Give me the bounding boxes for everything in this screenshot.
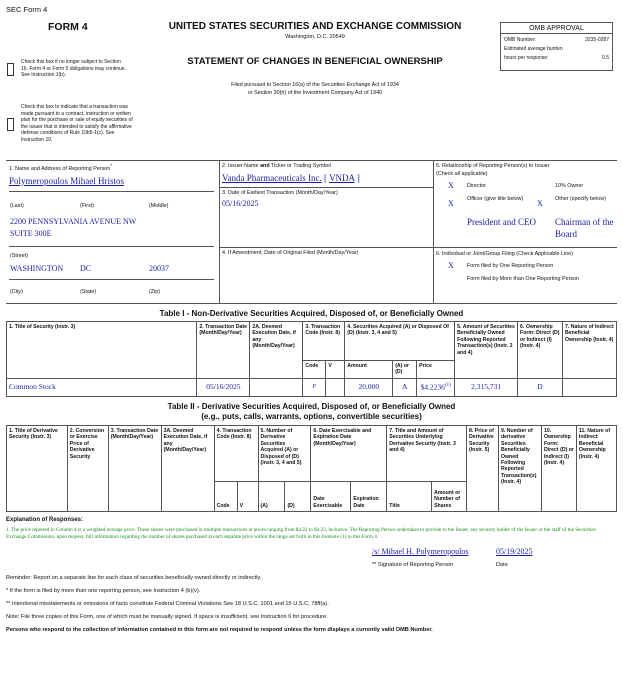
omb-approval-box (500, 22, 613, 71)
t2-h-a-sub: (A) (258, 482, 285, 512)
statement-title: STATEMENT OF CHANGES IN BENEFICIAL OWNERSHIP (187, 56, 443, 67)
rule-10b5-1-checkbox[interactable] (7, 118, 14, 131)
middle-label: (Middle) (149, 203, 169, 209)
t1-h-deemed: 2A. Deemed Execution Date, if any (Month/Day/Year) (250, 322, 303, 379)
other-label: Other (specify below) (555, 196, 606, 202)
t1-ownership-form: D (518, 378, 563, 396)
omb-hours-label: hours per response: (504, 55, 549, 61)
t1-h-date: 2. Transaction Date (Month/Day/Year) (197, 322, 250, 379)
t1-h-acquired: 4. Securities Acquired (A) or Disposed Of (D) (Instr. 3, 4 and 5) (345, 322, 455, 361)
t1-aord: A (393, 378, 417, 396)
zip-label: (Zip) (149, 289, 161, 295)
t1-h-v-sub: V (326, 361, 345, 379)
zip-value: 20037 (149, 264, 169, 273)
t1-deemed-date (250, 378, 303, 396)
t2-h-owned: 9. Number of derivative Securities Beneficially Owned Following Reported Transaction(s) (Instr. 4) (498, 426, 541, 512)
table-row (7, 378, 617, 396)
t2-h-v-sub: V (237, 482, 258, 512)
t1-amount: 20,000 (345, 378, 393, 396)
t1-h-amount-sub: Amount (345, 361, 393, 379)
city-value: WASHINGTON (10, 264, 64, 273)
agency-address: Washington, D.C. 20549 (285, 34, 345, 40)
signature-date: 05/19/2025 (496, 547, 533, 556)
omb-hours: 0.5 (602, 55, 609, 61)
no-longer-subject-checkbox[interactable] (7, 63, 14, 76)
director-label: Director (467, 183, 486, 189)
earliest-transaction-date: 05/16/2025 (222, 199, 259, 208)
t1-h-amount-owned: 5. Amount of Securities Beneficially Owned Following Reported Transaction(s) (Instr. 3 and 4) (455, 322, 518, 379)
t2-h-underlying: 7. Title and Amount of Securities Underlying Derivative Security (Instr. 3 and 4) (387, 426, 467, 482)
street-line-1: 2200 PENNSYLVANIA AVENUE NW (10, 217, 137, 226)
table2-title: Table II - Derivative Securities Acquired, Disposed of, or Beneficially Owned (167, 402, 456, 411)
t2-h-price: 8. Price of Derivative Security (Instr. 5) (467, 426, 499, 512)
footnote-ref[interactable]: (1) (444, 383, 451, 389)
t2-h-nature: 11. Nature of Indirect Beneficial Ownership (Instr. 4) (576, 426, 616, 512)
other-mark[interactable]: X (537, 199, 543, 208)
t1-h-aord-sub: (A) or (D) (393, 361, 417, 379)
filed-pursuant-2: or Section 30(h) of the Investment Company Act of 1940 (247, 90, 383, 96)
t1-nature (562, 378, 616, 396)
form-title: FORM 4 (48, 21, 88, 33)
reminder-1: Reminder: Report on a separate line for each class of securities beneficially owned directly or indirectly. (6, 575, 262, 581)
no-longer-subject-text: Check this box if no longer subject to Section 16. Form 4 or Form 5 obligations may continue. See Instruction 1(b). (21, 59, 127, 78)
box3-label: 3. Date of Earliest Transaction (Month/Day/Year) (222, 190, 338, 196)
reminder-3: ** Intentional misstatements or omissions of facts constitute Federal Criminal Violations See 18 U.S.C. 1001 and 15 U.S.C. 78ff(a). (6, 601, 329, 607)
table1-title: Table I - Non-Derivative Securities Acquired, Disposed of, or Beneficially Owned (159, 309, 464, 318)
box6-label: 6. Individual or Joint/Group Filing (Check Applicable Line) (436, 251, 573, 257)
one-person-label: Form filed by One Reporting Person (467, 263, 554, 269)
other-title: Chairman of the Board (555, 217, 614, 239)
t2-h-conversion: 2. Conversion or Exercise Price of Derivative Security (67, 426, 108, 512)
omb-title: OMB APPROVAL (501, 23, 612, 34)
city-label: (City) (10, 289, 23, 295)
t1-transaction-date: 05/16/2025 (197, 378, 250, 396)
t2-h-number: 5. Number of Derivative Securities Acquired (A) or Disposed of (D) (Instr. 3, 4 and 5) (258, 426, 311, 482)
t1-v (326, 378, 345, 396)
t2-h-code: 4. Transaction Code (Instr. 8) (214, 426, 258, 482)
officer-mark[interactable]: X (448, 199, 454, 208)
t2-h-title: 1. Title of Derivative Security (Instr. 3) (7, 426, 68, 512)
first-label: (First) (80, 203, 95, 209)
rule-10b5-1-text: Check this box to indicate that a transaction was made pursuant to a contract, instruction or written plan for the purchase or sale of equity securities of the issuer that is intended to satisfy the affirmative defense conditions of Rule 10b5-1(c). See Instruction 10. (21, 104, 133, 143)
t1-price: $4.2236 (420, 382, 445, 392)
state-value: DC (80, 264, 92, 273)
table1 (6, 321, 617, 397)
date-label: Date (496, 562, 508, 568)
table2-subtitle: (e.g., puts, calls, warrants, options, convertible securities) (201, 412, 422, 421)
t2-h-ownership-form: 10. Ownership Form: Direct (D) or Indirect (I) (Instr. 4) (541, 426, 576, 512)
t2-h-exp-sub: Expiration Date (351, 482, 387, 512)
t1-price-cell (417, 378, 455, 396)
table2 (6, 425, 617, 512)
t1-code: P (303, 378, 326, 396)
issuer-name[interactable]: Vanda Pharmaceuticals Inc. (222, 173, 322, 183)
last-label: (Last) (10, 203, 24, 209)
t1-amount-owned: 2,315,731 (455, 378, 518, 396)
signature-name: /s/ Mihael H. Polymeropoulos (372, 547, 469, 556)
omb-number-label: OMB Number: (504, 37, 536, 43)
issuer-ticker: Vanda Pharmaceuticals Inc. [ VNDA ] (222, 173, 360, 183)
t2-h-deemed: 3A. Deemed Execution Date, if any (Month/Day/Year) (161, 426, 214, 512)
box4-label: 4. If Amendment, Date of Original Filed (Month/Day/Year) (222, 250, 359, 256)
t2-h-title-sub: Title (387, 482, 432, 512)
ticker-symbol[interactable]: VNDA (329, 173, 355, 183)
one-person-mark[interactable]: X (448, 261, 454, 270)
box5-label: 5. Relationship of Reporting Person(s) to Issuer (436, 163, 550, 169)
street-line-2: SUITE 300E (10, 229, 52, 238)
omb-number: 3235-0287 (585, 37, 609, 43)
final-notice: Persons who respond to the collection of information contained in this form are not required to respond unless the form displays a currently valid OMB Number. (6, 627, 433, 633)
t2-h-d-sub: (D) (285, 482, 311, 512)
t2-h-amt-shares-sub: Amount or Number of Shares (432, 482, 467, 512)
t1-h-code-sub: Code (303, 361, 326, 379)
box1-label: 1. Name and Address of Reporting Person* (9, 163, 113, 172)
officer-title: President and CEO (467, 217, 536, 227)
t1-h-title: 1. Title of Security (Instr. 3) (7, 322, 197, 379)
ten-pct-owner-label: 10% Owner (555, 183, 584, 189)
t2-h-date: 3. Transaction Date (Month/Day/Year) (108, 426, 161, 512)
t2-h-date-ex-sub: Date Exercisable (311, 482, 351, 512)
form-tag: SEC Form 4 (6, 5, 48, 14)
t1-h-ownership-form: 6. Ownership Form: Direct (D) or Indirect (I) (Instr. 4) (518, 322, 563, 379)
t2-h-exercisable: 6. Date Exercisable and Expiration Date (Month/Day/Year) (311, 426, 387, 482)
street-label: (Street) (10, 253, 28, 259)
t2-h-code-sub: Code (214, 482, 237, 512)
agency-name: UNITED STATES SECURITIES AND EXCHANGE COMMISSION (168, 21, 462, 32)
filed-pursuant: Filed pursuant to Section 16(a) of the Securities Exchange Act of 1934 (231, 82, 399, 88)
omb-burden-label: Estimated average burden (504, 46, 563, 52)
signature-label: ** Signature of Reporting Person (372, 562, 454, 568)
reporting-person-name[interactable]: Polymeropoulos Mihael Hristos (9, 176, 124, 186)
officer-label: Officer (give title below) (467, 196, 524, 202)
footnote-1: 1. The price reported in Column 4 is a weighted average price. These shares were purchased in multiple transactions at prices ranging from $4.22 to $4.23, inclusive. The Reporting Person undertakes to provide to the Issuer, any security holder of the Issuer or the staff of the Securities Exchange Commission, upon request, full information regarding the number of shares purchased at each separate price within the range set forth in this footnote (1) to this Form 4. (6, 527, 596, 540)
reminder-4: Note: File three copies of this Form, one of which must be manually signed. If space is insufficient, see Instruction 6 for procedure. (6, 614, 328, 620)
t1-h-price-sub: Price (417, 361, 455, 379)
explanation-label: Explanation of Responses: (6, 517, 84, 523)
t1-h-nature: 7. Nature of Indirect Beneficial Ownership (Instr. 4) (562, 322, 616, 379)
reminder-2: * If the form is filed by more than one reporting person, see Instruction 4 (b)(v). (6, 588, 201, 594)
state-label: (State) (80, 289, 97, 295)
t1-security-title: Common Stock (7, 378, 197, 396)
t1-h-code: 3. Transaction Code (Instr. 8) (303, 322, 345, 361)
director-mark[interactable]: X (448, 181, 454, 190)
box5-sub: (Check all applicable) (436, 171, 488, 177)
more-person-label: Form filed by More than One Reporting Person (467, 276, 580, 282)
box2-label: 2. Issuer Name and Ticker or Trading Symbol (222, 163, 331, 169)
